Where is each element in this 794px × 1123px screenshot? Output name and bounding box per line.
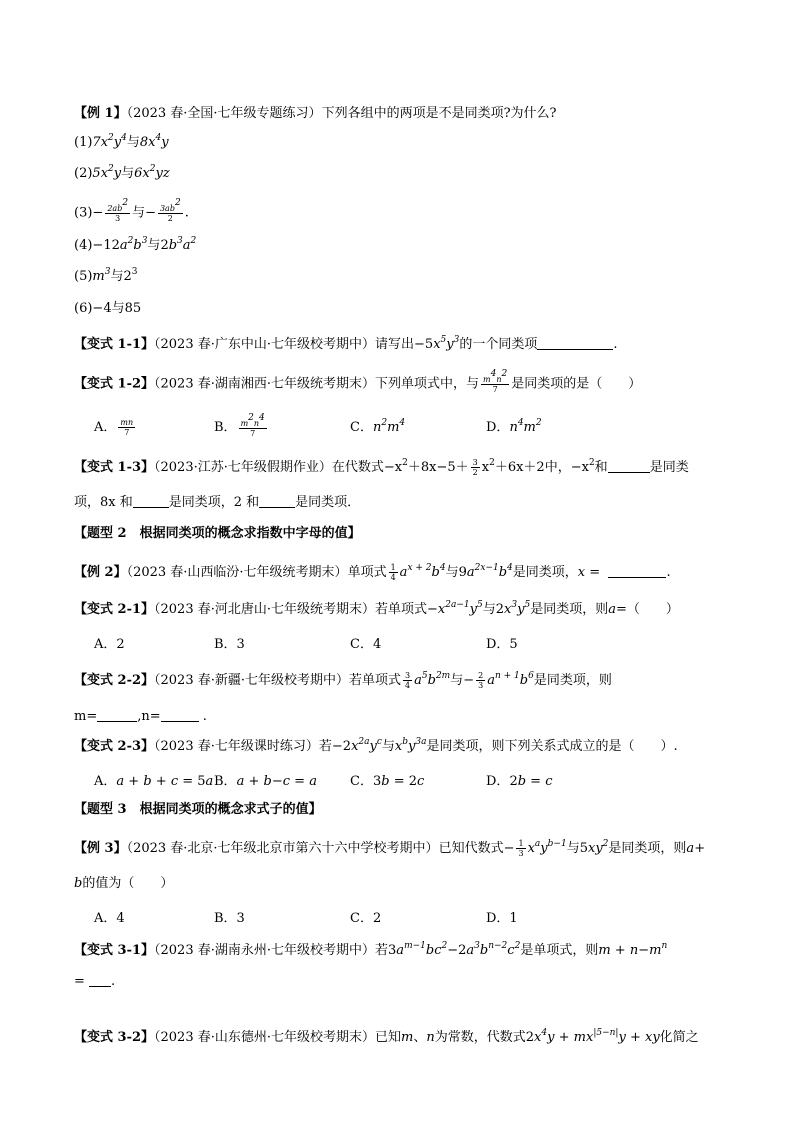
example-1-item-3: (3)− $\frac{2ab^2}{3}$ 与− $\frac{3ab^2}{2}$ . [74, 198, 189, 223]
example-3-question: 【例 3】（2023 春·北京·七年级北京市第六十六中学校考期中）已知代数式− $\frac{1}{3}$ $x^ay^{b-1}$与$5xy^2$是同类项，则a+ [74, 839, 706, 858]
variant-2-2-question: 【变式 2-2】（2023 春·新疆·七年级校考期中）若单项式 $\frac{3}{4}$ $a^5b^{2m}$与− $\frac{2}{3}$ $a^{n + 1}b^6$是同类项，则 [74, 671, 612, 690]
topic-3-heading: 【题型 3 根据同类项的概念求式子的值】 [74, 802, 322, 817]
option-c[interactable]: C．2 [350, 911, 382, 926]
option-c[interactable]: C．4 [350, 637, 382, 652]
variant-1-2-question: 【变式 1-2】（2023 春·湖南湘西·七年级统考期末）下列单项式中，与 $\frac{m^4n^2}{7}$ 是同类项的是（ ） [74, 369, 642, 394]
variant-2-1-question: 【变式 2-1】（2023 春·河北唐山·七年级统考期末）若单项式$-x^{2a-1}y^5$与$2x^3y^5$是同类项，则a=（ ） [74, 600, 679, 617]
option-d[interactable]: D．1 [486, 911, 518, 926]
answer-blank[interactable] [537, 337, 613, 350]
option-d[interactable]: D．2b = c [486, 774, 553, 789]
variant-2-1-options [94, 633, 654, 651]
answer-blank[interactable] [608, 565, 666, 578]
variant-1-2-options [94, 412, 654, 438]
answer-blank[interactable] [161, 709, 199, 722]
topic-2-heading: 【题型 2 根据同类项的概念求指数中字母的值】 [74, 526, 361, 541]
example-1-stem: 下列各组中的两项是不是同类项?为什么? [321, 106, 557, 121]
option-d[interactable]: D．5 [486, 637, 518, 652]
answer-blank[interactable] [97, 709, 137, 722]
variant-1-3-question-line-2: 项，8x 和 是同类项，2 和 是同类项． [74, 495, 361, 510]
variant-3-1-question: 【变式 3-1】（2023 春·湖南永州·七年级校考期中）若$3a^{m-1}bc^2-2a^3b^{n-2}c^2$是单项式，则$m + n-m^n$ [74, 941, 668, 958]
example-1-question [74, 105, 557, 123]
option-c[interactable]: C．3b = 2c [350, 774, 425, 789]
example-1-item-4: $(4)-12a^2b^3$与$2b^3a^2$ [74, 236, 197, 253]
example-1-item-1: $(1)7x^2y^4$与$8x^4y$ [74, 133, 169, 150]
option-b[interactable]: B．a + b−c = a [214, 774, 317, 789]
variant-3-2-question: 【变式 3-2】（2023 春·山东德州·七年级校考期末）已知m、n为常数，代数式$2x^4y + mx^{|5-n|}y$ + xy化简之 [74, 1028, 699, 1045]
variant-1-1-question: 【变式 1-1】（2023 春·广东中山·七年级校考期中）请写出$-5x^5y^3$的一个同类项 . [74, 335, 618, 352]
example-1-item-6: (6)−4与85 [74, 301, 142, 316]
example-1-tag: 【例 1】 [74, 106, 127, 121]
option-a[interactable]: A．4 [94, 911, 125, 926]
option-c[interactable]: C．$n^2m^4$ [350, 418, 406, 435]
option-b[interactable]: B．3 [214, 637, 245, 652]
answer-blank[interactable] [259, 495, 295, 508]
example-3-question-line-2: b的值为（ ） [74, 876, 174, 891]
answer-blank[interactable] [133, 495, 169, 508]
option-a[interactable]: A．2 [94, 637, 125, 652]
example-1-item-2: $(2)5x^2y$与$6x^2yz$ [74, 164, 170, 181]
variant-3-1-question-line-2: = . [74, 974, 116, 989]
example-1-source: （2023 春·全国·七年级专题练习） [126, 106, 322, 121]
option-a[interactable]: A． $\frac{mn}{7}$ [94, 418, 134, 437]
example-3-options [94, 907, 654, 925]
answer-blank[interactable] [608, 460, 650, 473]
option-d[interactable]: D．$n^4m^2$ [486, 418, 542, 435]
variant-2-3-question: 【变式 2-3】（2023 春·七年级课时练习）若$-2x^{2a}y^c$与$x^by^{3a}$是同类项，则下列关系式成立的是（ ）. [74, 737, 678, 754]
variant-2-3-options [94, 770, 654, 788]
option-a[interactable]: A．a + b + c = 5a [94, 774, 214, 789]
answer-blank[interactable] [89, 974, 111, 987]
option-b[interactable]: B．3 [214, 911, 245, 926]
option-b[interactable]: B． $\frac{m^2n^4}{7}$ [214, 412, 265, 438]
variant-1-3-question: 【变式 1-3】（2023·江苏·七年级假期作业）在代数式$-x^2+8x-5+$ $\frac{3}{2}$ $x^2+6x+2$中，$-x^2$和 是同类 [74, 458, 689, 477]
variant-2-2-question-line-2: m= ,n= . [74, 709, 207, 724]
example-1-item-5: $(5)m^3$与$2^3$ [74, 267, 138, 284]
example-2-question: 【例 2】（2023 春·山西临汾·七年级统考期末）单项式 $\frac{1}{4}$ $a^{x + 2}b^4$与$9a^{2x-1}b^4$是同类项，x = . [74, 563, 671, 582]
